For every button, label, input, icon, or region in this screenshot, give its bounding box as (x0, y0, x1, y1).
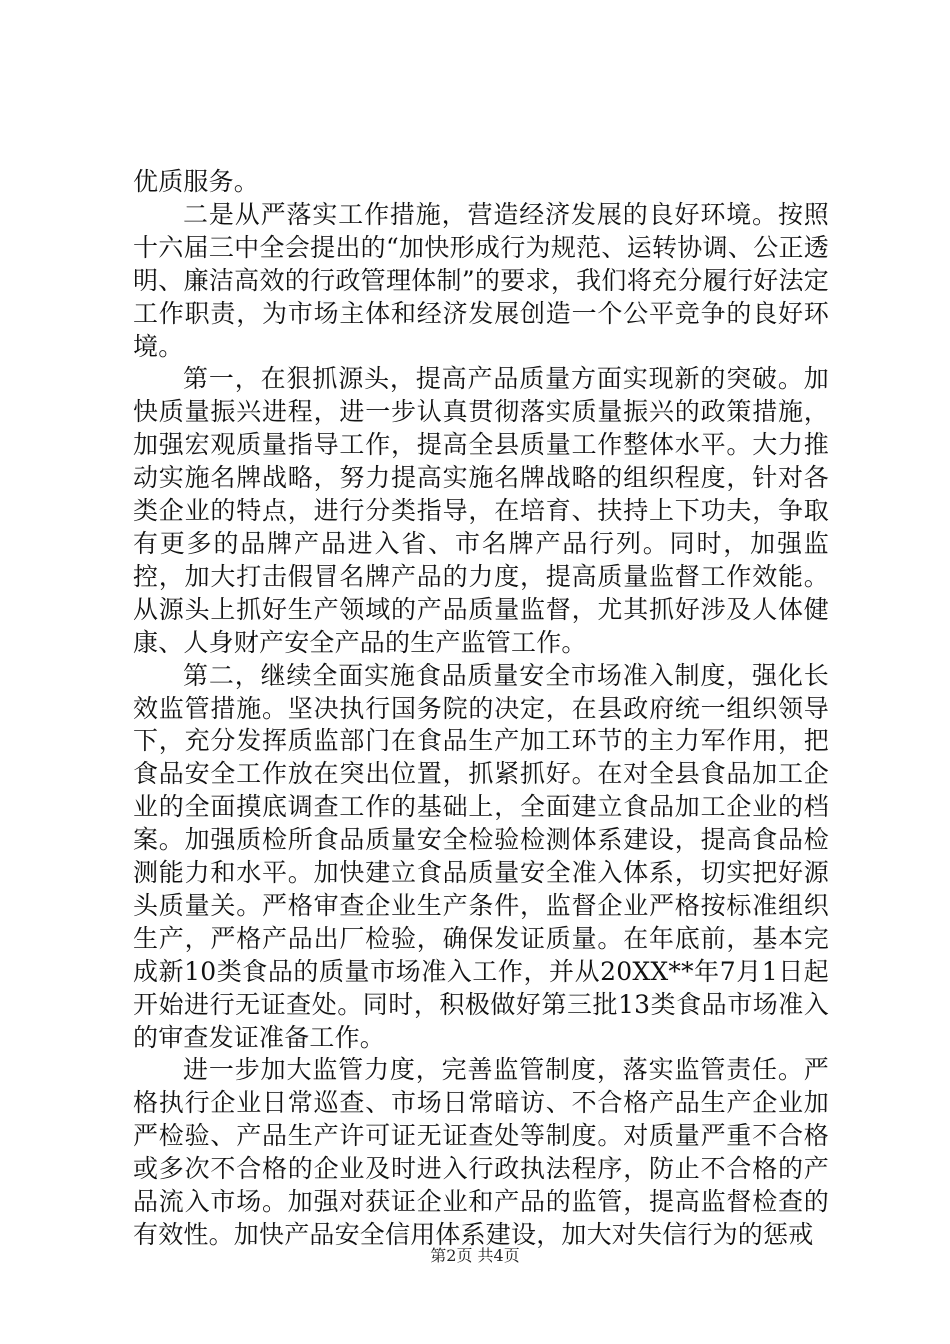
document-body (133, 166, 829, 1252)
paragraph-supervision: 进一步加大监管力度，完善监管制度，落实监管责任。严格执行企业日常巡查、市场日常暗访、不合格产品生产企业加严检验、产品生产许可证无证查处等制度。对质量严重不合格或多次不合格的企业及时进入行政执法程序，防止不合格的产品流入市场。加强对获证企业和产品的监管，提高监督检查的有效性。加快产品安全信用体系建设，加大对失信行为的惩戒 (133, 1055, 829, 1249)
page-number-footer: 第2页 共4页 (430, 1246, 520, 1265)
paragraph-second-point: 第二，继续全面实施食品质量安全市场准入制度，强化长效监管措施。坚决执行国务院的决定，在县政府统一组织领导下，充分发挥质监部门在食品生产加工环节的主力军作用，把食品安全工作放在突出位置，抓紧抓好。在对全县食品加工企业的全面摸底调查工作的基础上，全面建立食品加工企业的档案。加强质检所食品质量安全检验检测体系建设，提高食品检测能力和水平。加快建立食品质量安全准入体系，切实把好源头质量关。严格审查企业生产条件，监督企业严格按标准组织生产，严格产品出厂检验，确保发证质量。在年底前，基本完成新10类食品的质量市场准入工作，并从20XX**年7月1日起开始进行无证查处。同时，积极做好第三批13类食品市场准入的审查发证准备工作。 (133, 660, 829, 1052)
paragraph-work-measures: 二是从严落实工作措施，营造经济发展的良好环境。按照十六届三中全会提出的“加快形成行为规范、运转协调、公正透明、廉洁高效的行政管理体制”的要求，我们将充分履行好法定工作职责，为市场主体和经济发展创造一个公平竞争的良好环境。 (133, 199, 829, 361)
paragraph-continuation: 优质服务。 (133, 167, 260, 196)
paragraph-first-point: 第一，在狠抓源头，提高产品质量方面实现新的突破。加快质量振兴进程，进一步认真贯彻落实质量振兴的政策措施，加强宏观质量指导工作，提高全县质量工作整体水平。大力推动实施名牌战略，努力提高实施名牌战略的组织程度，针对各类企业的特点，进行分类指导，在培育、扶持上下功夫，争取有更多的品牌产品进入省、市名牌产品行列。同时，加强监控，加大打击假冒名牌产品的力度，提高质量监督工作效能。从源头上抓好生产领域的产品质量监督，尤其抓好涉及人体健康、人身财产安全产品的生产监管工作。 (133, 364, 829, 657)
